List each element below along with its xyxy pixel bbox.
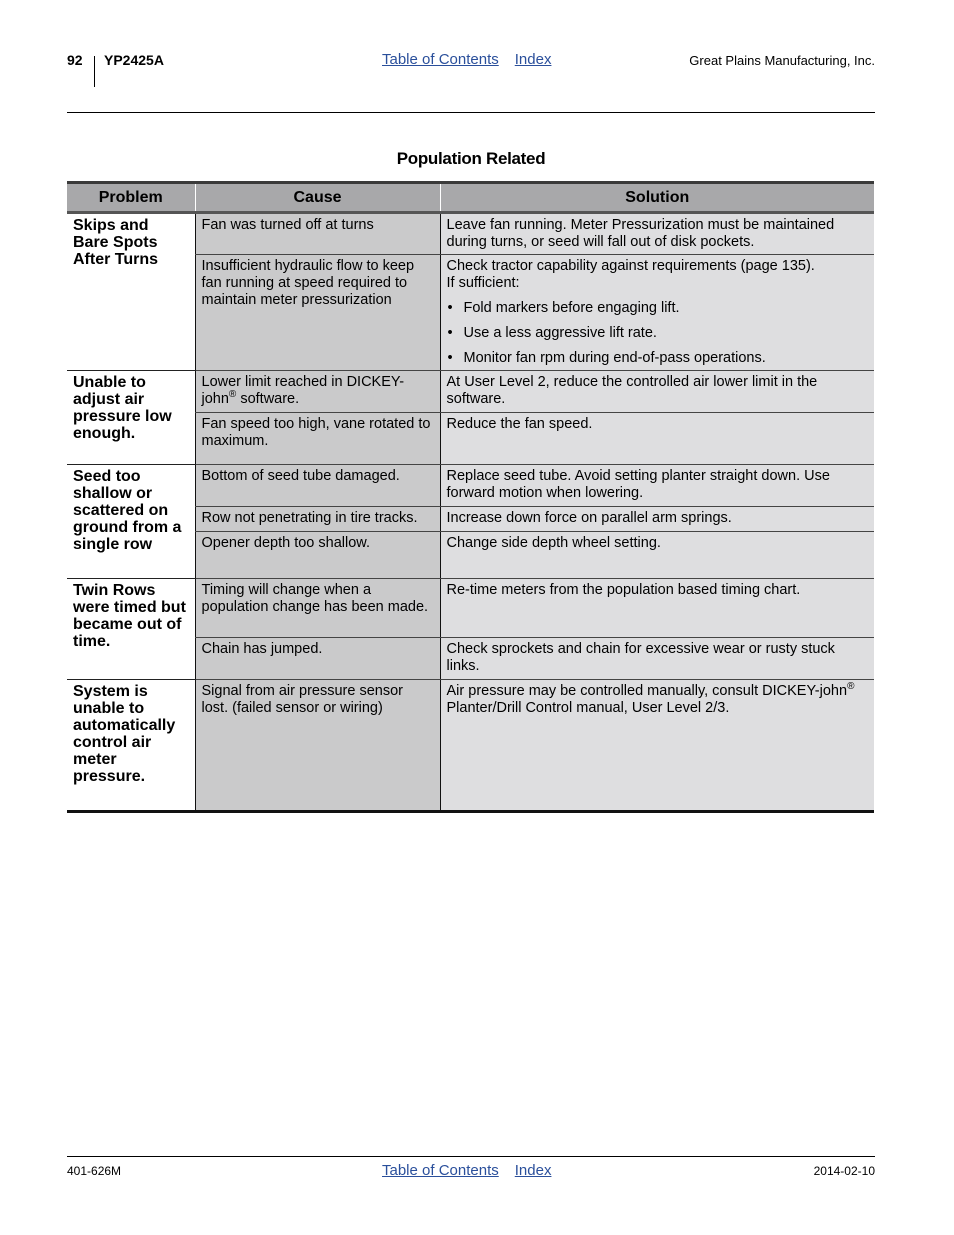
cause-cell: Signal from air pressure sensor lost. (failed sensor or wiring) (195, 680, 440, 812)
solution-cell (440, 680, 874, 812)
cause-text: software. (236, 391, 300, 407)
cause-text: Lower limit reached in DICKEY-john (201, 374, 405, 407)
header-rule (67, 112, 875, 113)
header-nav (382, 51, 567, 68)
problem-cell: Unable to adjust air pressure low enough. (67, 371, 195, 465)
problem-cell: Skips and Bare Spots After Turns (67, 213, 195, 371)
cause-cell: Timing will change when a population change has been made. (195, 579, 440, 638)
company-name: Great Plains Manufacturing, Inc. (689, 53, 875, 68)
cause-cell (195, 371, 440, 413)
table-header-row (67, 183, 874, 213)
list-item: • Use a less aggressive lift rate. (447, 325, 869, 342)
table-row (67, 465, 874, 507)
cause-cell: Fan speed too high, vane rotated to maximum. (195, 413, 440, 465)
model-number: YP2425A (104, 52, 164, 68)
table-row (67, 579, 874, 638)
troubleshooting-table (67, 181, 874, 813)
solution-cell: Increase down force on parallel arm springs. (440, 507, 874, 532)
solution-text: Check tractor capability against requirements (page 135). (446, 258, 815, 274)
revision-date: 2014-02-10 (813, 1164, 875, 1178)
problem-cell: System is unable to automatically control air meter pressure. (67, 680, 195, 812)
problem-cell: Twin Rows were timed but became out of time. (67, 579, 195, 680)
cause-cell: Fan was turned off at turns (195, 213, 440, 255)
cause-cell: Insufficient hydraulic flow to keep fan running at speed required to maintain meter pressurization (195, 255, 440, 371)
solution-cell (440, 255, 874, 371)
list-item: • Monitor fan rpm during end-of-pass operations. (447, 350, 869, 367)
solution-cell: Replace seed tube. Avoid setting planter straight down. Use forward motion when lowering. (440, 465, 874, 507)
cause-cell: Chain has jumped. (195, 638, 440, 680)
cause-cell: Bottom of seed tube damaged. (195, 465, 440, 507)
section-title: Population Related (396, 149, 546, 168)
solution-text: If sufficient: (446, 275, 520, 291)
page-number: 92 (67, 52, 83, 68)
table-row (67, 213, 874, 255)
solution-text: Planter/Drill Control manual, User Level 2/3. (446, 700, 730, 716)
table-row (67, 371, 874, 413)
footer-rule (67, 1156, 875, 1157)
header-toc-link[interactable]: Table of Contents (382, 51, 499, 68)
solution-cell: Re-time meters from the population based timing chart. (440, 579, 874, 638)
solution-cell: At User Level 2, reduce the controlled air lower limit in the software. (440, 371, 874, 413)
header-index-link[interactable]: Index (514, 51, 552, 68)
solution-column-header: Solution (440, 183, 874, 213)
cause-cell: Opener depth too shallow. (195, 532, 440, 579)
document-number: 401-626M (67, 1164, 122, 1178)
solution-text: Air pressure may be controlled manually, consult DICKEY-john (446, 683, 848, 699)
solution-cell: Check sprockets and chain for excessive wear or rusty stuck links. (440, 638, 874, 680)
table-row (67, 680, 874, 812)
cause-cell: Row not penetrating in tire tracks. (195, 507, 440, 532)
header-divider (94, 56, 95, 87)
footer-toc-link[interactable]: Table of Contents (382, 1162, 499, 1179)
cause-column-header: Cause (195, 183, 440, 213)
registered-mark: ® (847, 681, 855, 692)
registered-mark: ® (228, 389, 237, 400)
footer-index-link[interactable]: Index (514, 1162, 552, 1179)
solution-bullet-list (447, 300, 869, 367)
list-item: • Fold markers before engaging lift. (447, 300, 869, 317)
solution-cell: Leave fan running. Meter Pressurization must be maintained during turns, or seed will fall out of disk pockets. (440, 213, 874, 255)
footer-nav (382, 1162, 567, 1179)
problem-cell: Seed too shallow or scattered on ground from a single row (67, 465, 195, 579)
solution-cell: Change side depth wheel setting. (440, 532, 874, 579)
problem-column-header: Problem (67, 183, 195, 213)
solution-cell: Reduce the fan speed. (440, 413, 874, 465)
